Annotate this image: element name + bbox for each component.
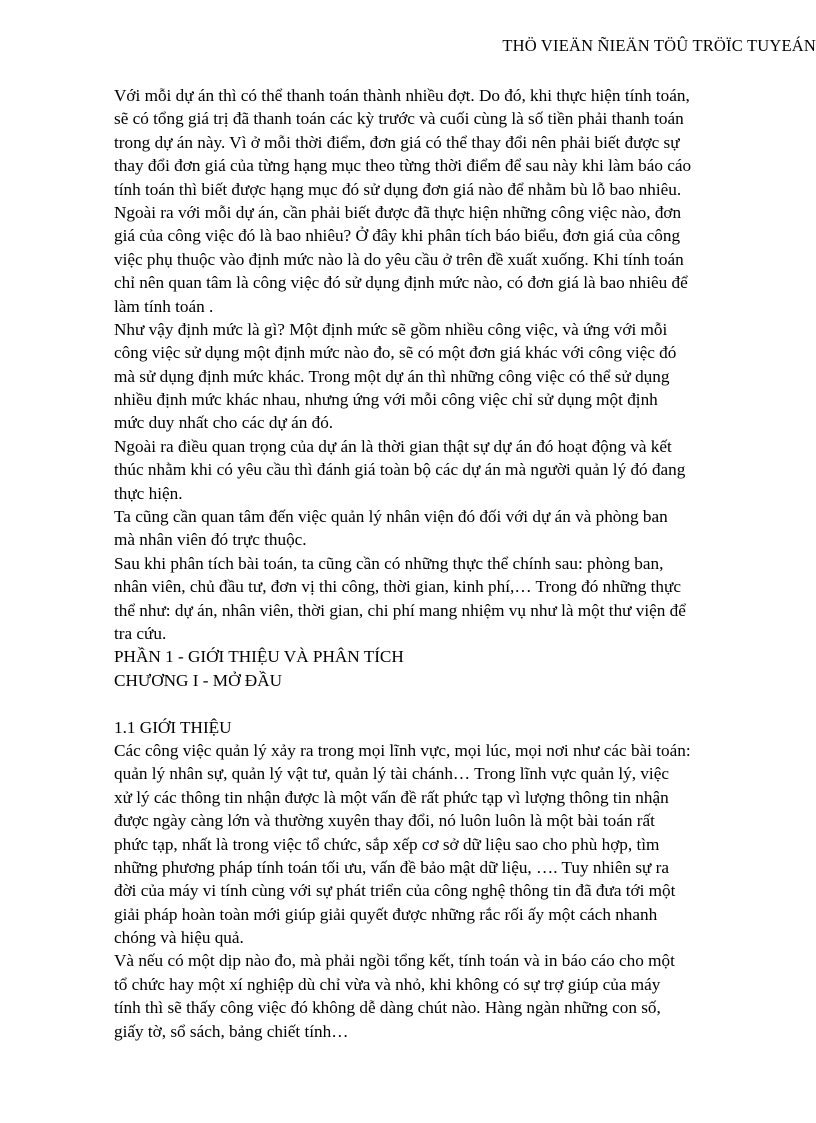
text-line: PHẦN 1 - GIỚI THIỆU VÀ PHÂN TÍCH [114, 647, 404, 667]
text-line: sẽ có tổng giá trị đã thanh toán các kỳ trước và cuối cùng là số tiền phải thanh toán [114, 109, 684, 129]
text-line: những phương pháp tính toán tối ưu, vấn đề bảo mật dữ liệu, …. Tuy nhiên sự ra [114, 857, 670, 877]
text-line: giấy tờ, sổ sách, bảng chiết tính… [114, 1021, 349, 1041]
text-line: Sau khi phân tích bài toán, ta cũng cần có những thực thể chính sau: phòng ban, [114, 553, 664, 573]
text-line: giá của công việc đó là bao nhiêu? Ở đây khi phân tích báo biểu, đơn giá của công [114, 226, 681, 246]
text-line: Ngoài ra điều quan trọng của dự án là thời gian thật sự dự án đó hoạt động và kết [114, 436, 672, 456]
text-line: công việc sử dụng một định mức nào đo, sẽ có một đơn giá khác với công việc đó [114, 343, 677, 363]
text-line: nhiều định mức khác nhau, nhưng ứng với mỗi công việc chỉ sử dụng một định [114, 390, 658, 410]
text-line: trong dự án này. Vì ở mỗi thời điểm, đơn giá có thể thay đổi nên phải biết được sự [114, 132, 680, 152]
text-line: 1.1 GIỚI THIỆU [114, 717, 232, 737]
text-line: Với mỗi dự án thì có thể thanh toán thành nhiều đợt. Do đó, khi thực hiện tính toán, [114, 86, 690, 105]
text-line: Các công việc quản lý xảy ra trong mọi lĩnh vực, mọi lúc, mọi nơi như các bài toán: [114, 740, 691, 760]
document-body [114, 84, 774, 1043]
text-line: tra cứu. [114, 623, 167, 643]
text-line: đời của máy vi tính cùng với sự phát triển của công nghệ thông tin đã đưa tới một [114, 881, 676, 901]
text-line: thúc nhằm khi có yêu cầu thì đánh giá toàn bộ các dự án mà người quản lý đó đang [114, 460, 686, 480]
text-line: tính toán thì biết được hạng mục đó sử dụng đơn giá nào để nhằm bù lỗ bao nhiêu. [114, 179, 682, 199]
text-line: Và nếu có một dịp nào đo, mà phải ngồi tổng kết, tính toán và in báo cáo cho một [114, 951, 675, 971]
text-line: chỉ nên quan tâm là công việc đó sử dụng định mức nào, có đơn giá là bao nhiêu để [114, 273, 688, 293]
text-line: quản lý nhân sự, quản lý vật tư, quản lý tài chánh… Trong lĩnh vực quản lý, việc [114, 764, 669, 784]
text-line: mà nhân viên đó trực thuộc. [114, 530, 307, 550]
text-line: nhân viên, chủ đầu tư, đơn vị thi công, thời gian, kinh phí,… Trong đó những thực [114, 577, 681, 597]
blank-line [114, 692, 774, 715]
text-line: được ngày càng lớn và thường xuyên thay đổi, nó luôn luôn là một bài toán rất [114, 811, 655, 831]
text-line: việc phụ thuộc vào định mức nào là do yêu cầu ở trên đề xuất xuống. Khi tính toán [114, 249, 684, 269]
text-line: CHƯƠNG I - MỞ ĐẦU [114, 670, 283, 690]
text-line: thể như: dự án, nhân viên, thời gian, chi phí mang nhiệm vụ như là một thư viện để [114, 600, 686, 620]
text-line: thực hiện. [114, 483, 183, 503]
page-header: THÖ VIEÄN ÑIEÄN TÖÛ TRÖÏC TUYEÁN [502, 36, 816, 55]
text-line: phức tạp, nhất là trong việc tổ chức, sắp xếp cơ sở dữ liệu sao cho phù hợp, tìm [114, 834, 660, 854]
text-line: Ta cũng cần quan tâm đến việc quản lý nhân viện đó đối với dự án và phòng ban [114, 507, 668, 527]
text-line: giải pháp hoàn toàn mới giúp giải quyết được những rắc rối ấy một cách nhanh [114, 904, 658, 924]
text-line: chóng và hiệu quả. [114, 928, 244, 948]
text-line: thay đổi đơn giá của từng hạng mục theo từng thời điểm để sau này khi làm báo cáo [114, 156, 692, 176]
text-line: Như vậy định mức là gì? Một định mức sẽ gồm nhiều công việc, và ứng với mỗi [114, 319, 668, 339]
text-line: mức duy nhất cho các dự án đó. [114, 413, 334, 433]
text-line: làm tính toán . [114, 296, 214, 316]
text-line: Ngoài ra với mỗi dự án, cần phải biết được đã thực hiện những công việc nào, đơn [114, 202, 682, 222]
text-line: xử lý các thông tin nhận được là một vấn đề rất phức tạp vì lượng thông tin nhận [114, 787, 669, 807]
text-line: mà sử dụng định mức khác. Trong một dự án thì những công việc có thể sử dụng [114, 366, 670, 386]
text-line: tổ chức hay một xí nghiệp dù chỉ vừa và nhỏ, khi không có sự trợ giúp của máy [114, 974, 661, 994]
text-line: tính thì sẽ thấy công việc đó không dễ dàng chút nào. Hàng ngàn những con số, [114, 998, 661, 1018]
